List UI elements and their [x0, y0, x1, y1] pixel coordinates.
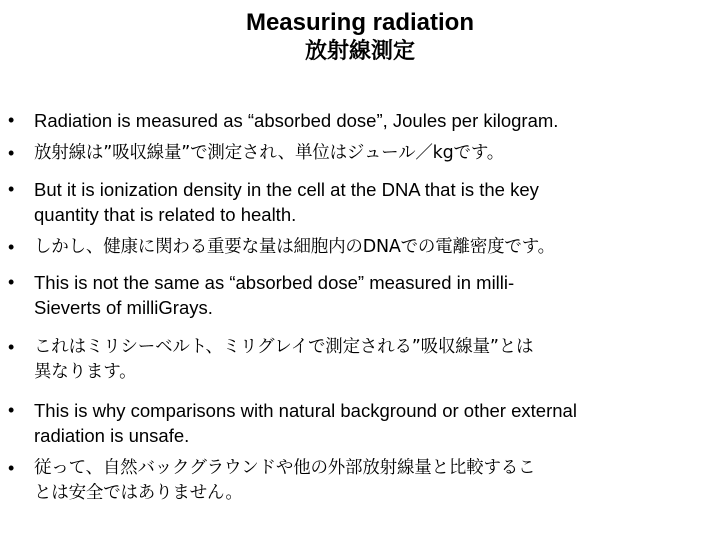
bullet-text-line: とは安全ではありません。 — [34, 483, 243, 503]
bullet-marker: • — [8, 458, 15, 478]
bullet-marker: • — [8, 272, 15, 292]
bullet-item — [8, 270, 712, 320]
bullet-text-line: 異なります。 — [34, 362, 137, 382]
bullet-item — [8, 108, 712, 133]
bullet-text-line: This is why comparisons with natural background or other external — [34, 400, 577, 421]
bullet-text-line: radiation is unsafe. — [34, 425, 190, 446]
bullet-text-line: But it is ionization density in the cell at the DNA that is the key — [34, 179, 539, 200]
bullet-text-line: これはミリシーベルト、ミリグレイで測定される”吸収線量”とは — [34, 337, 534, 357]
bullet-item — [8, 456, 712, 506]
bullet-text-line: Sieverts of milliGrays. — [34, 297, 213, 318]
bullet-text-line: 放射線は”吸収線量”で測定され、単位はジュール／kgです。 — [34, 143, 505, 163]
bullet-marker: • — [8, 337, 15, 357]
bullet-item — [8, 141, 712, 166]
bullet-marker: • — [8, 110, 15, 130]
bullet-item — [8, 235, 712, 260]
bullet-text-line: quantity that is related to health. — [34, 204, 297, 225]
bullet-marker: • — [8, 179, 15, 199]
bullet-text-line: しかし、健康に関わる重要な量は細胞内のDNAでの電離密度です。 — [34, 237, 555, 257]
bullet-item — [8, 177, 712, 227]
title-english: Measuring radiation — [245, 9, 475, 36]
bullet-marker: • — [8, 143, 15, 163]
bullet-item — [8, 335, 712, 385]
bullet-marker: • — [8, 237, 15, 257]
bullet-text-line: This is not the same as “absorbed dose” measured in milli- — [34, 272, 515, 293]
bullet-item — [8, 398, 712, 448]
bullet-text-line: 従って、自然バックグラウンドや他の外部放射線量と比較するこ — [34, 458, 536, 478]
title-japanese: 放射線測定 — [304, 39, 415, 64]
bullet-marker: • — [8, 400, 15, 420]
bullet-text-line: Radiation is measured as “absorbed dose”, Joules per kilogram. — [34, 110, 559, 131]
